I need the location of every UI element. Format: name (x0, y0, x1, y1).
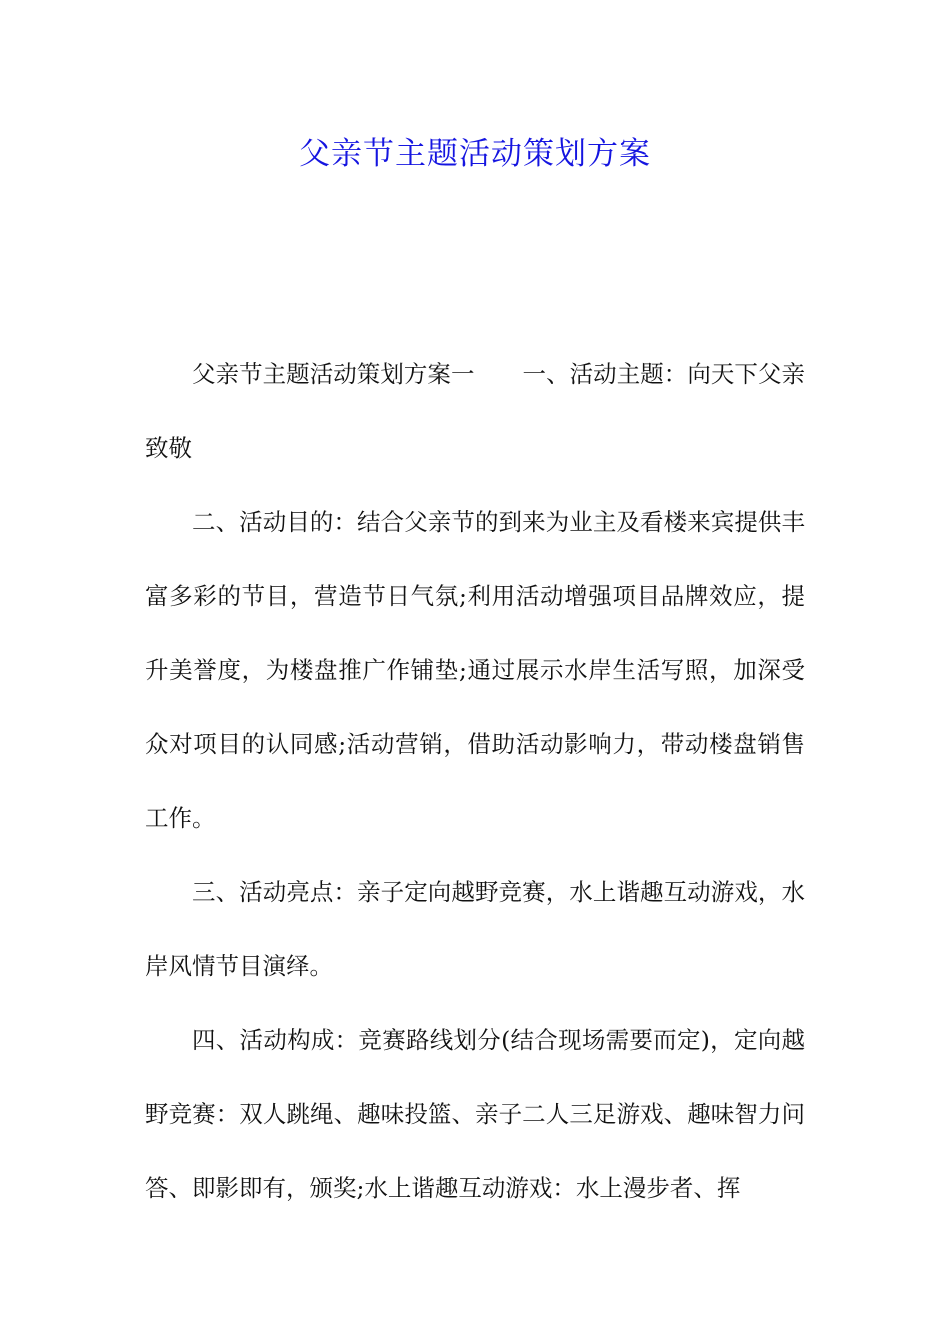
paragraph-text: 一、活动主题：向天下父亲致敬 (145, 360, 805, 462)
paragraph-lead: 父亲节主题活动策划方案一 (192, 360, 475, 388)
paragraph-2: 二、活动目的：结合父亲节的到来为业主及看楼来宾提供丰富多彩的节目，营造节日气氛;利用活动增强项目品牌效应，提升美誉度，为楼盘推广作铺垫;通过展示水岸生活写照，加深受众对项目的认同感;活动营销，借助活动影响力，带动楼盘销售工作。 (145, 508, 805, 832)
paragraph-1 (145, 337, 805, 485)
document-title: 父亲节主题活动策划方案 (299, 136, 651, 172)
paragraph-4: 四、活动构成：竞赛路线划分(结合现场需要而定)，定向越野竞赛：双人跳绳、趣味投篮、亲子二人三足游戏、趣味智力问答、即影即有，颁奖;水上谐趣互动游戏：水上漫步者、挥 (145, 1026, 805, 1202)
paragraph-3: 三、活动亮点：亲子定向越野竞赛，水上谐趣互动游戏，水岸风情节目演绎。 (145, 878, 805, 980)
document-body (145, 337, 805, 1225)
